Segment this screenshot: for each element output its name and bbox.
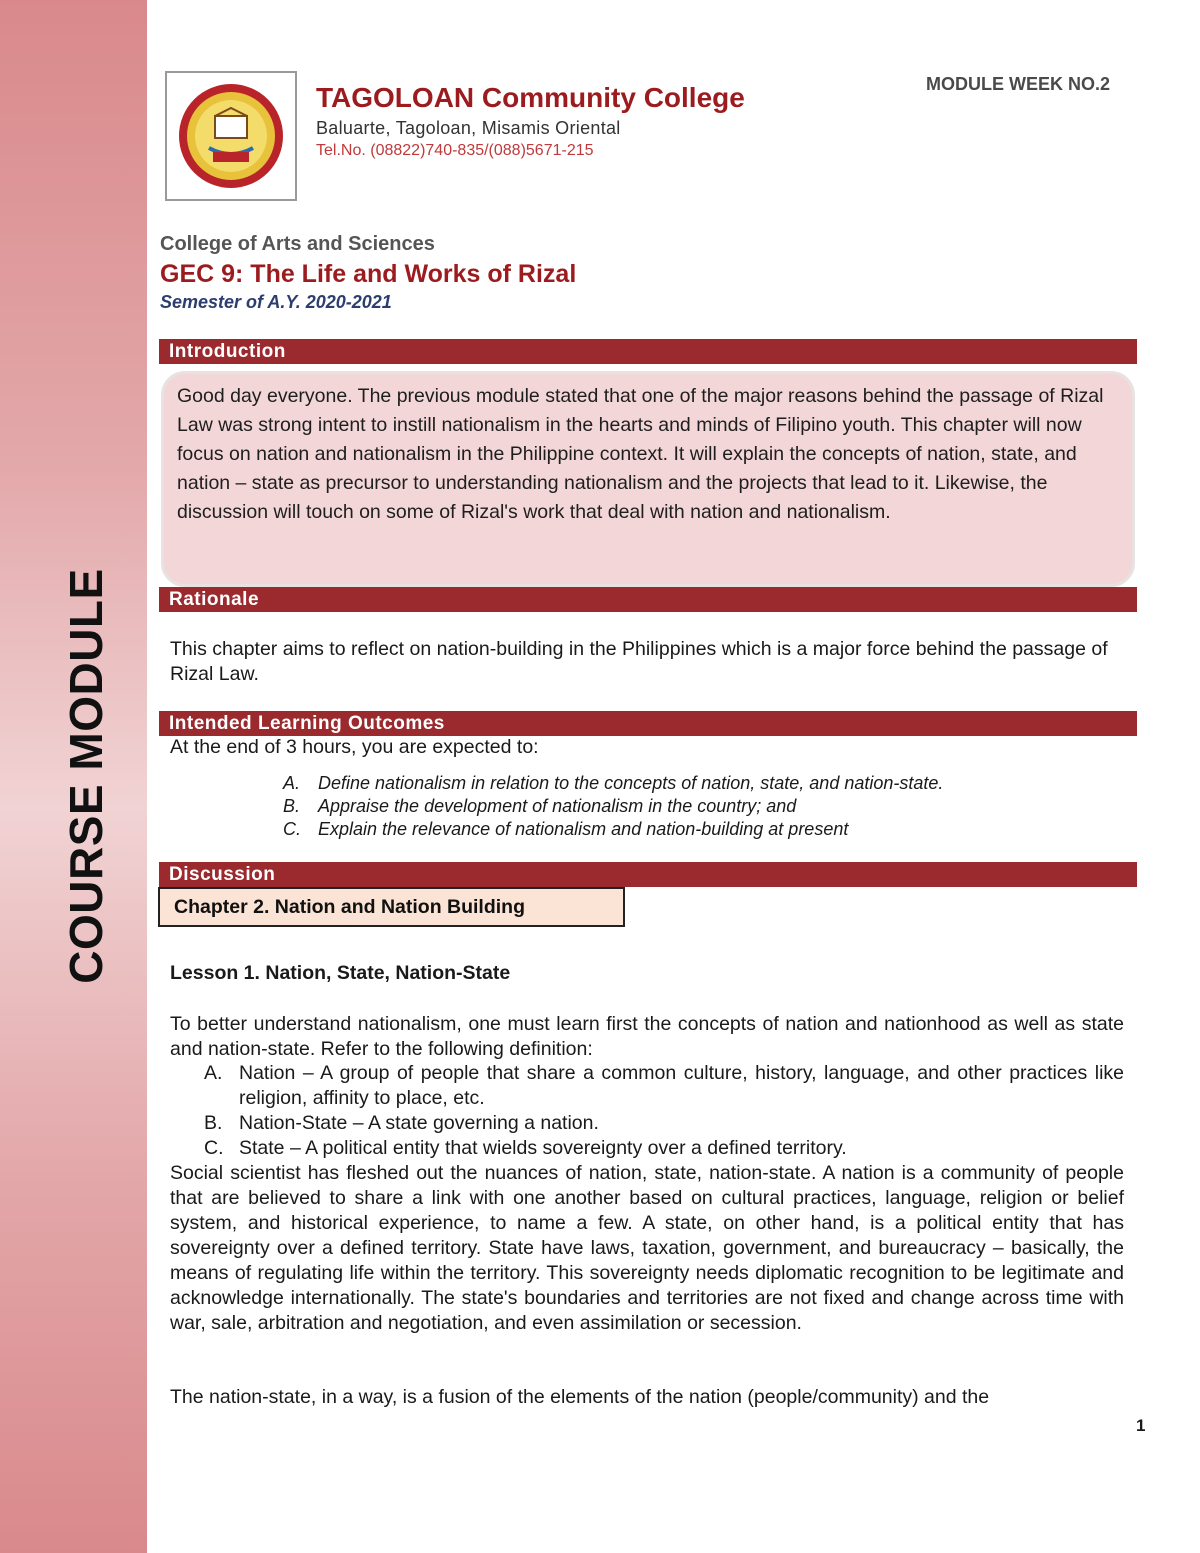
ilo-intro: At the end of 3 hours, you are expected to: <box>170 736 539 758</box>
introduction-text: Good day everyone. The previous module stated that one of the major reasons behind the passage of Rizal Law was strong intent to instill nationalism in the hearts and minds of Filipino youth. This chapter will now focus on nation and nationalism in the Philippine context. It will explain the concepts of nation, state, and nation – state as precursor to understanding nationalism and the projects that lead to it. Likewise, the discussion will touch on some of Rizal's work that deal with nation and nationalism. <box>177 385 1104 523</box>
college-seal-icon <box>175 80 287 192</box>
college-tel: Tel.No. (08822)740-835/(088)5671-215 <box>316 142 594 159</box>
college-name: TAGOLOAN Community College <box>316 82 745 113</box>
discussion-intro-paragraph: To better understand nationalism, one must learn first the concepts of nation and nationhood as well as state and nation-state. Refer to the following definition: <box>170 1013 1124 1060</box>
definition-list <box>200 1061 1124 1161</box>
course-module-label: COURSE MODULE <box>60 568 112 984</box>
course-title: GEC 9: The Life and Works of Rizal <box>160 260 577 288</box>
discussion-paragraph-continued: The nation-state, in a way, is a fusion of the elements of the nation (people/community) and the <box>170 1386 990 1408</box>
college-logo <box>165 71 297 201</box>
lesson-title: Lesson 1. Nation, State, Nation-State <box>170 962 511 984</box>
discussion-paragraph: Social scientist has fleshed out the nuances of nation, state, nation-state. A nation is a community of people that are believed to share a link with one another based on cultural practices, language, religion or belief system, and historical experience, to name a few. A state, on other hand, is a political entity that has sovereignty over a defined territory. State have laws, taxation, government, and bureaucracy – basically, the means of regulating life within the territory. This sovereignty needs diplomatic recognition to be legitimate and acknowledge internationally. The state's boundaries and territories are not fixed and change across time with war, sale, arbitration and negotiation, and even assimilation or secession. <box>170 1162 1124 1334</box>
section-header-rationale: Rationale <box>159 587 1137 612</box>
definition-item: B. Nation-State – A state governing a nation. <box>204 1112 599 1134</box>
module-week: MODULE WEEK NO.2 <box>926 74 1111 94</box>
chapter-title: Chapter 2. Nation and Nation Building <box>158 887 625 927</box>
department: College of Arts and Sciences <box>160 233 435 255</box>
college-address: Baluarte, Tagoloan, Misamis Oriental <box>316 118 621 138</box>
page-number: 1 <box>1136 1416 1146 1435</box>
definition-item: A. Nation – A group of people that share a common culture, history, language, and other practices like religion, affinity to place, etc. <box>204 1062 1124 1109</box>
definition-item: C. State – A political entity that wields sovereignty over a defined territory. <box>204 1137 847 1159</box>
section-header-discussion: Discussion <box>159 862 1137 887</box>
section-header-introduction: Introduction <box>159 339 1137 364</box>
rationale-text: This chapter aims to reflect on nation-building in the Philippines which is a major force behind the passage of Rizal Law. <box>170 638 1108 685</box>
section-header-ilo: Intended Learning Outcomes <box>159 711 1137 736</box>
semester: Semester of A.Y. 2020-2021 <box>160 292 392 312</box>
introduction-box <box>161 371 1135 587</box>
